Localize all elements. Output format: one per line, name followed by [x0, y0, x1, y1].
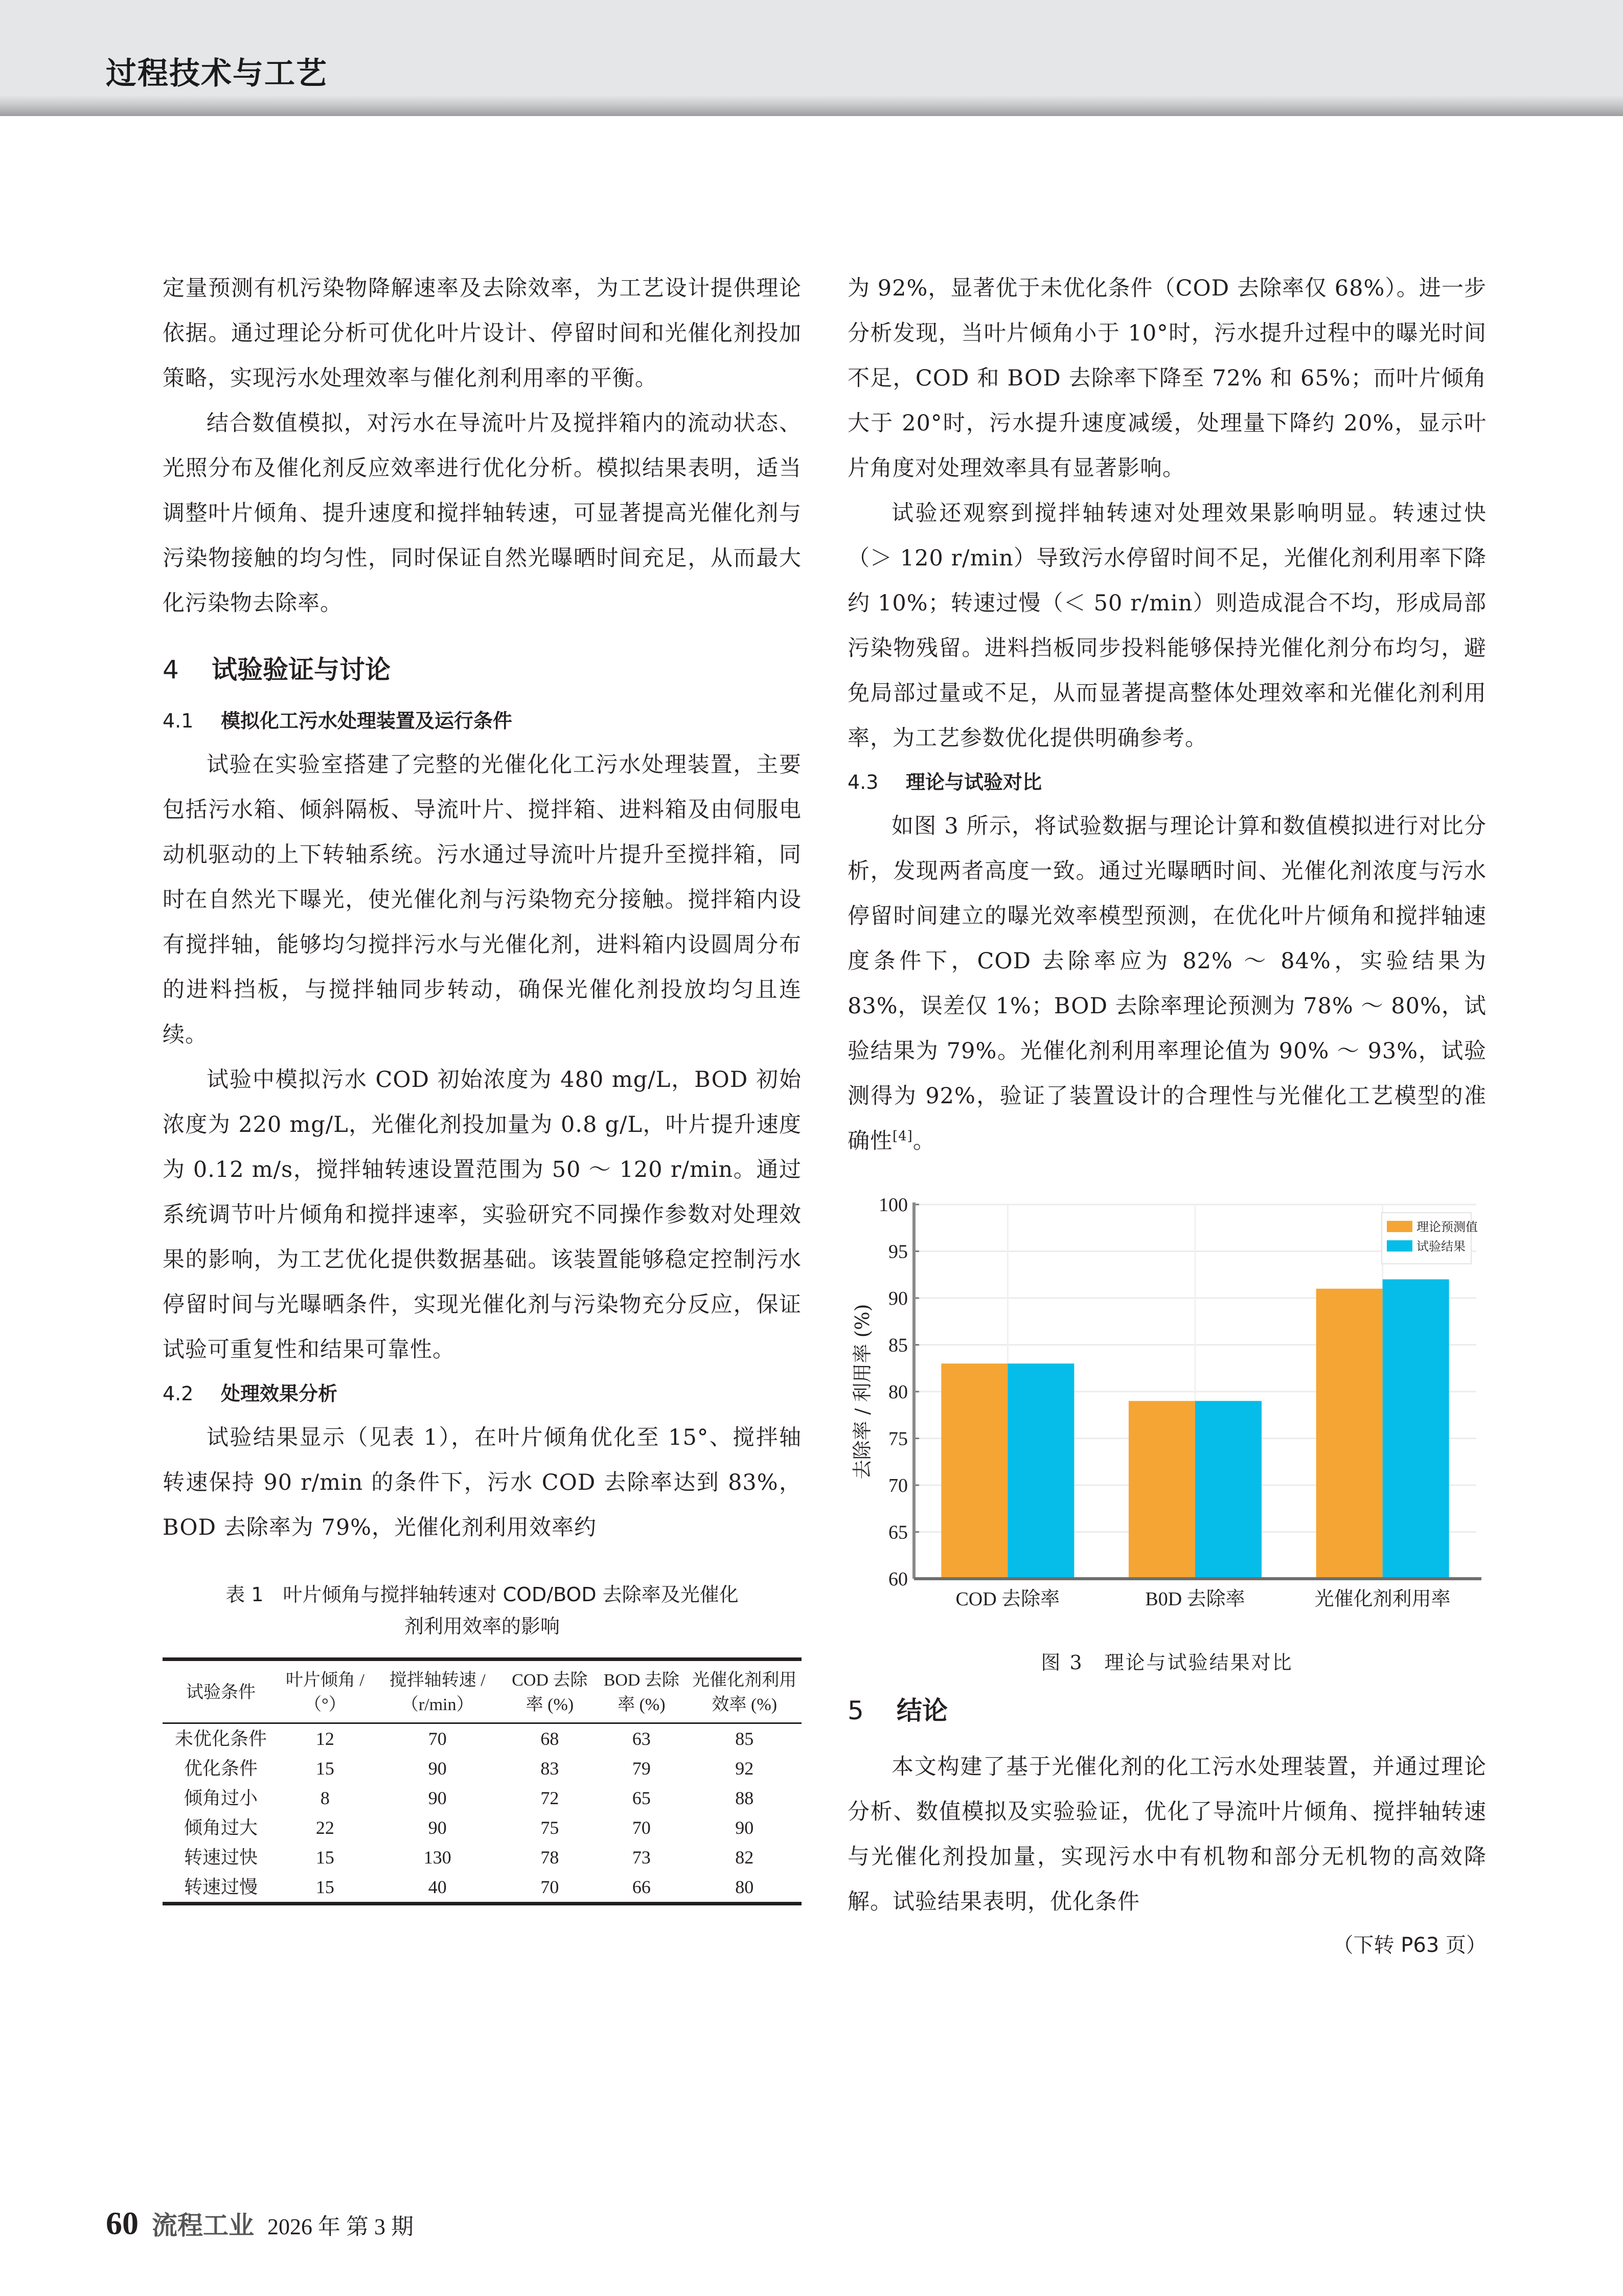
y-tick-label: 70 — [888, 1475, 908, 1496]
y-tick-label: 60 — [888, 1568, 908, 1590]
section-heading — [163, 644, 802, 699]
x-tick-label: COD 去除率 — [955, 1588, 1060, 1610]
y-tick-label: 85 — [888, 1334, 908, 1356]
table-cell: 82 — [735, 1847, 754, 1868]
subsection-heading — [163, 1372, 802, 1415]
legend-swatch — [1387, 1221, 1412, 1232]
subsection-number: 4.1 — [163, 710, 194, 732]
table-cell: 70 — [428, 1729, 447, 1749]
table-row-label: 倾角过小 — [184, 1788, 258, 1808]
table-body — [163, 1723, 802, 1904]
bar-experiment — [1008, 1363, 1074, 1579]
y-tick-label: 80 — [888, 1381, 908, 1403]
left-column — [163, 266, 802, 1905]
table-header-cell: 叶片倾角 /（°） — [279, 1660, 371, 1723]
section-title: 结论 — [897, 1696, 948, 1725]
table-cell: 68 — [540, 1729, 559, 1749]
citation-link[interactable]: [4] — [893, 1128, 913, 1144]
paragraph: 试验还观察到搅拌轴转速对处理效果影响明显。转速过快（＞ 120 r/min）导致污水停留时间不足，光催化剂利用率下降约 10%；转速过慢（＜ 50 r/min）则造成混合不均，形成局部污染物残留。进料挡板同步投料能够保持光催化剂分布均匀，避免局部过量或不足，从而显著提高整体处理效率和光催化剂利用率，为工艺参数优化提供明确参考。 — [848, 501, 1487, 751]
table-cell: 90 — [428, 1788, 447, 1808]
section-header-title: 过程技术与工艺 — [106, 56, 328, 92]
continued-note[interactable]: （下转 P63 页） — [1333, 1934, 1487, 1957]
paragraph: 试验中模拟污水 COD 初始浓度为 480 mg/L，BOD 初始浓度为 220 mg/L，光催化剂投加量为 0.8 g/L，叶片提升速度为 0.12 m/s，搅拌轴转速设置范围为 50 ～ 120 r/min。通过系统调节叶片倾角和搅拌速率，实验研究不同操作参数对处理效果的影响，为工艺优化提供数据基础。该装置能够稳定控制污水停留时间与光曝晒条件，实现光催化剂与污染物充分反应，保证试验可重复性和结果可靠性。 — [163, 1067, 802, 1362]
subsection-title: 理论与试验对比 — [906, 771, 1042, 793]
legend-swatch — [1387, 1240, 1412, 1252]
table-cell: 90 — [735, 1817, 754, 1838]
paragraph: 本文构建了基于光催化剂的化工污水处理装置，并通过理论分析、数值模拟及实验验证，优化了导流叶片倾角、搅拌轴转速与光催化剂投加量，实现污水中有机物和部分无机物的高效降解。试验结果表明，优化条件 — [848, 1754, 1487, 1915]
legend-label: 试验结果 — [1416, 1239, 1466, 1254]
paragraph: 试验在实验室搭建了完整的光催化化工污水处理装置，主要包括污水箱、倾斜隔板、导流叶片、搅拌箱、进料箱及由伺服电动机驱动的上下转轴系统。污水通过导流叶片提升至搅拌箱，同时在自然光下曝光，使光催化剂与污染物充分接触。搅拌箱内设有搅拌轴，能够均匀搅拌污水与光催化剂，进料箱内设圆周分布的进料挡板，与搅拌轴同步转动，确保光催化剂投放均匀且连续。 — [163, 752, 802, 1048]
table-row — [163, 1783, 802, 1813]
y-tick-label: 75 — [888, 1428, 908, 1450]
table-cell: 65 — [632, 1788, 651, 1808]
table-cell: 15 — [315, 1877, 334, 1897]
figure-caption: 图 3 理论与试验结果对比 — [1041, 1651, 1293, 1674]
page-number: 60 — [106, 2205, 139, 2241]
table-row — [163, 1754, 802, 1783]
bar-theory — [941, 1363, 1008, 1579]
subsection-heading — [163, 699, 802, 742]
table-header-cell: 搅拌轴转速 /（r/min） — [371, 1660, 504, 1723]
header-band — [0, 0, 1623, 116]
table-row-label: 未优化条件 — [174, 1729, 267, 1749]
paragraph: 试验结果显示（见表 1），在叶片倾角优化至 15°、搅拌轴转速保持 90 r/min 的条件下，污水 COD 去除率达到 83%，BOD 去除率为 79%，光催化剂利用效率约 — [163, 1425, 802, 1540]
section-number: 5 — [848, 1696, 864, 1725]
bar-theory — [1129, 1401, 1195, 1579]
table-cell: 130 — [423, 1847, 451, 1868]
x-tick-label: B0D 去除率 — [1145, 1588, 1245, 1610]
table-header-cell: COD 去除率 (%) — [504, 1660, 596, 1723]
bar-theory — [1316, 1289, 1383, 1579]
table-row — [163, 1872, 802, 1904]
subsection-title: 处理效果分析 — [221, 1382, 338, 1405]
legend-label: 理论预测值 — [1416, 1220, 1478, 1234]
paragraph: 结合数值模拟，对污水在导流叶片及搅拌箱内的流动状态、光照分布及催化剂反应效率进行优化分析。模拟结果表明，适当调整叶片倾角、提升速度和搅拌轴转速，可显著提高光催化剂与污染物接触的均匀性，同时保证自然光曝晒时间充足，从而最大化污染物去除率。 — [163, 411, 802, 616]
bar-chart — [848, 1184, 1487, 1644]
table-cell: 22 — [315, 1817, 334, 1838]
right-column — [848, 266, 1487, 1966]
table-cell: 88 — [735, 1788, 754, 1808]
table-cell: 79 — [632, 1758, 651, 1779]
table-cell: 90 — [428, 1758, 447, 1779]
table-cell: 70 — [540, 1877, 559, 1897]
table-cell: 80 — [735, 1877, 754, 1897]
table-caption-line: 表 1 叶片倾角与搅拌轴转速对 COD/BOD 去除率及光催化 — [225, 1583, 739, 1606]
section-title: 试验验证与讨论 — [212, 655, 391, 685]
paragraph: 为 92%，显著优于未优化条件（COD 去除率仅 68%）。进一步分析发现，当叶片倾角小于 10°时，污水提升过程中的曝光时间不足，COD 和 BOD 去除率下降至 72% 和 65%；而叶片倾角大于 20°时，污水提升速度减缓，处理量下降约 20%，显示叶片角度对处理效率具有显著影响。 — [848, 276, 1487, 481]
table-row-label: 优化条件 — [184, 1758, 258, 1779]
table-row — [163, 1813, 802, 1843]
bar-experiment — [1195, 1401, 1262, 1579]
section-number: 4 — [163, 655, 179, 685]
table-cell: 92 — [735, 1758, 754, 1779]
table-cell: 15 — [315, 1847, 334, 1868]
table-row-label: 倾角过大 — [184, 1817, 258, 1838]
table-cell: 73 — [632, 1847, 651, 1868]
journal-name: 流程工业 — [152, 2210, 254, 2240]
table-cell: 78 — [540, 1847, 559, 1868]
paragraph — [848, 804, 1487, 1164]
subsection-number: 4.3 — [848, 771, 879, 793]
table-header-cell: 试验条件 — [163, 1660, 279, 1723]
table-row — [163, 1843, 802, 1872]
table-caption — [163, 1579, 802, 1642]
table-cell: 8 — [320, 1788, 330, 1808]
table-header-cell: BOD 去除率 (%) — [596, 1660, 687, 1723]
y-tick-label: 100 — [879, 1194, 908, 1216]
page-footer — [106, 2204, 414, 2242]
table-cell: 63 — [632, 1729, 651, 1749]
paragraph-end: 。 — [912, 1128, 935, 1154]
x-tick-label: 光催化剂利用率 — [1314, 1588, 1451, 1610]
table-row-label: 转速过慢 — [184, 1877, 258, 1897]
table-header-cell: 光催化剂利用效率 (%) — [688, 1660, 802, 1723]
results-table — [163, 1657, 802, 1905]
paragraph-text: 如图 3 所示，将试验数据与理论计算和数值模拟进行对比分析，发现两者高度一致。通过光曝晒时间、光催化剂浓度与污水停留时间建立的曝光效率模型预测，在优化叶片倾角和搅拌轴速度条件下，COD 去除率应为 82% ～ 84%，实验结果为 83%，误差仅 1%；BOD 去除率理论预测为 78% ～ 80%，试验结果为 79%。光催化剂利用率理论值为 90% ～ 93%，试验测得为 92%，验证了装置设计的合理性与光催化工艺模型的准确性 — [848, 813, 1487, 1154]
paragraph: 定量预测有机污染物降解速率及去除效率，为工艺设计提供理论依据。通过理论分析可优化叶片设计、停留时间和光催化剂投加策略，实现污水处理效率与催化剂利用率的平衡。 — [163, 276, 802, 391]
table-cell: 75 — [540, 1817, 559, 1838]
subsection-number: 4.2 — [163, 1382, 194, 1405]
y-tick-label: 95 — [888, 1241, 908, 1263]
table-cell: 72 — [540, 1788, 559, 1808]
issue-info: 2026 年 第 3 期 — [267, 2214, 414, 2239]
section-heading — [848, 1685, 1487, 1740]
table-caption-line: 剂利用效率的影响 — [404, 1615, 560, 1638]
table-cell: 12 — [315, 1729, 334, 1749]
y-tick-label: 90 — [888, 1288, 908, 1309]
table-row-label: 转速过快 — [184, 1847, 258, 1868]
table-header-row — [163, 1660, 802, 1723]
table-cell: 90 — [428, 1817, 447, 1838]
table-cell: 83 — [540, 1758, 559, 1779]
subsection-heading — [848, 761, 1487, 804]
table-cell: 40 — [428, 1877, 447, 1897]
table-cell: 15 — [315, 1758, 334, 1779]
table-cell: 66 — [632, 1877, 651, 1897]
table-cell: 85 — [735, 1729, 754, 1749]
table-row — [163, 1723, 802, 1754]
y-tick-label: 65 — [888, 1521, 908, 1543]
table-cell: 70 — [632, 1817, 651, 1838]
bar-experiment — [1383, 1279, 1449, 1579]
figure-3-chart — [848, 1184, 1487, 1644]
subsection-title: 模拟化工污水处理装置及运行条件 — [221, 710, 513, 732]
y-axis-label: 去除率 / 利用率 (%) — [851, 1304, 874, 1480]
